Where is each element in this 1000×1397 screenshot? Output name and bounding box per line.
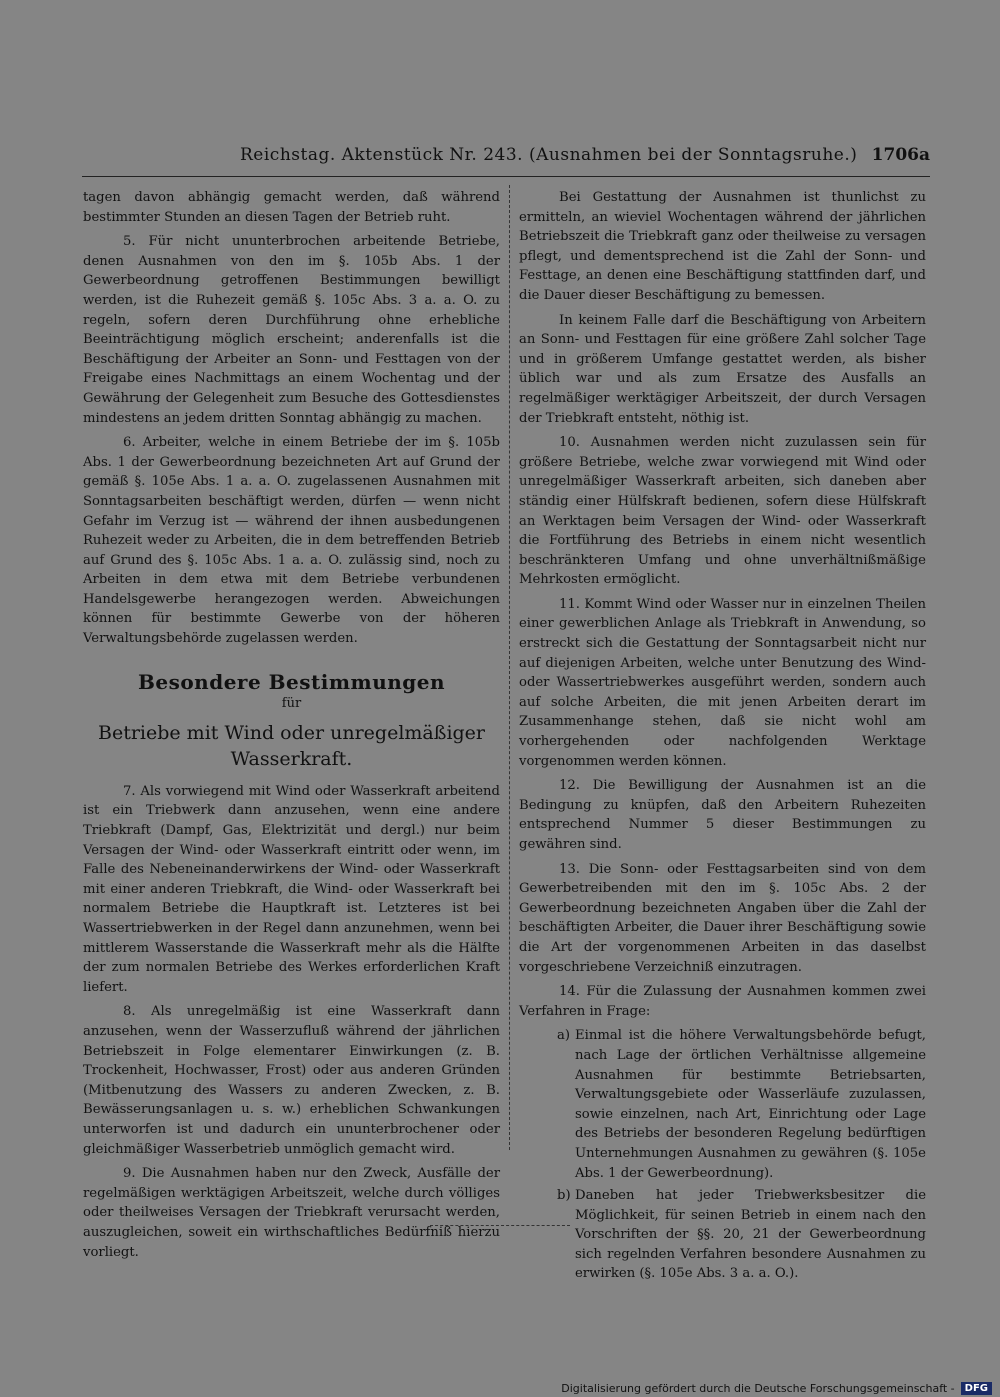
paragraph-8: 8. Als unregelmäßig ist eine Wasserkraft dann anzusehen, wenn der Wasserzufluß während der jährlichen Betriebszeit in Folge elementarer Einwirkungen (z. B. Trockenheit, Hochwasser, Frost) oder aus anderen Gründen (Mitbenutzung des Wassers zu anderen Zwecken, z. B. Bewässerungsanlagen u. s. w.) erheblichen Schwankungen unterworfen ist und dadurch ein ununterbrochener oder gleichmäßiger Wasserbetrieb unmöglich gemacht wird.	[83, 1004, 500, 1157]
paragraph-13: 13. Die Sonn- oder Festtagsarbeiten sind von dem Gewerbetreibenden mit den im §. 105c Abs. 2 der Gewerbeordnung bezeichneten Angaben über die Zahl der beschäftigten Arbeiter, die Dauer ihrer Beschäftigung sowie die Art der vorgenommenen Arbeiten in das daselbst vorgeschriebene Verzeichniß einzutragen.	[519, 861, 926, 975]
column-divider	[509, 185, 510, 1150]
list-item-b-text: Daneben hat jeder Triebwerksbesitzer die Möglichkeit, für seinen Betrieb in einem nach den Vorschriften der §§. 20, 21 der Gewerbeordnung sich regelnden Verfahren besondere Ausnahmen zu erwirken (§. 105e Abs. 3 a. a. O.).	[575, 1188, 926, 1282]
procedure-list	[519, 1026, 926, 1284]
left-column	[83, 188, 500, 1267]
header-rule	[82, 176, 930, 177]
paragraph-continued: tagen davon abhängig gemacht werden, daß während bestimmter Stunden an diesen Tagen der Betrieb ruht.	[83, 190, 500, 225]
paragraph-continued-right: Bei Gestattung der Ausnahmen ist thunlichst zu ermitteln, an wieviel Wochentagen während der jährlichen Betriebszeit die Triebkraft ganz oder theilweise zu versagen pflegt, und dementsprechend ist die Zahl der Sonn- und Festtage, an denen eine Beschäftigung stattfinden darf, und die Dauer dieser Beschäftigung zu bemessen.	[519, 190, 926, 303]
list-marker-a: a)	[557, 1028, 571, 1044]
right-column	[519, 188, 926, 1289]
end-rule	[430, 1225, 570, 1226]
paragraph-14: 14. Für die Zulassung der Ausnahmen kommen zwei Verfahren in Frage:	[519, 984, 926, 1019]
digitization-footer	[561, 1382, 992, 1395]
footer-text: Digitalisierung gefördert durch die Deutsche Forschungsgemeinschaft -	[561, 1382, 955, 1395]
paragraph-keinem-falle: In keinem Falle darf die Beschäftigung von Arbeitern an Sonn- und Festtagen für eine größere Zahl solcher Tage und in größerem Umfange gestattet werden, als bisher üblich war und als zum Ersatze des Ausfalls an regelmäßiger werktägiger Arbeitszeit, der durch Versagen der Triebkraft entsteht, nöthig ist.	[519, 312, 926, 426]
paragraph-9: 9. Die Ausnahmen haben nur den Zweck, Ausfälle der regelmäßigen werktägigen Arbeitszeit, welche durch völliges oder theilweises Versagen der Triebkraft verursacht werden, auszugleichen, soweit ein wirthschaftliches Bedürfniß hierzu vorliegt.	[83, 1166, 500, 1260]
section-subheading-fuer: für	[281, 696, 302, 712]
paragraph-12: 12. Die Bewilligung der Ausnahmen ist an die Bedingung zu knüpfen, daß den Arbeitern Ruhezeiten entsprechend Nummer 5 dieser Bestimmungen zu gewähren sind.	[519, 778, 926, 852]
running-header	[240, 145, 930, 171]
list-item-b	[519, 1186, 926, 1284]
paragraph-6: 6. Arbeiter, welche in einem Betriebe der im §. 105b Abs. 1 der Gewerbeordnung bezeichneten Art auf Grund der gemäß §. 105e Abs. 1 a. a. O. zugelassenen Ausnahmen mit Sonntagsarbeiten beschäftigt werden, dürfen — wenn nicht Gefahr im Verzug ist — während der ihnen ausbedungenen Ruhezeit weder zu Arbeiten, die in dem betreffenden Betrieb auf Grund des §. 105c Abs. 1 a. a. O. zulässig sind, noch zu Arbeiten in dem etwa mit dem Betriebe verbundenen Handelsgewerbe herangezogen werden. Abweichungen können für bestimmte Gewerbe von der höheren Verwaltungsbehörde zugelassen werden.	[83, 435, 500, 647]
list-item-a	[519, 1026, 926, 1183]
section-heading: Besondere Bestimmungen	[137, 669, 446, 694]
section-subheading: Betriebe mit Wind oder unregelmäßiger Wasserkraft.	[97, 721, 486, 770]
paragraph-7: 7. Als vorwiegend mit Wind oder Wasserkraft arbeitend ist ein Triebwerk dann anzusehen, wenn eine andere Triebkraft (Dampf, Gas, Elektrizität und dergl.) nur beim Versagen der Wind- oder Wasserkraft eintritt oder wenn, im Falle des Nebeneinanderwirkens der Wind- oder Wasserkraft mit einer anderen Triebkraft, die Wind- oder Wasserkraft bei normalem Betriebe die Hauptkraft ist. Letzteres ist bei Wassertriebwerken in der Regel dann anzunehmen, wenn bei mittlerem Wasserstande die Wasserkraft mehr als die Hälfte der zum normalen Betriebe des Werkes erforderlichen Kraft liefert.	[83, 783, 500, 995]
paragraph-5: 5. Für nicht ununterbrochen arbeitende Betriebe, denen Ausnahmen von den im §. 105b Abs. 1 der Gewerbeordnung getroffenen Bestimmungen bewilligt werden, ist die Ruhezeit gemäß §. 105c Abs. 3 a. a. O. zu regeln, sofern deren Durchführung ohne erhebliche Beeinträchtigung möglich erscheint; anderenfalls ist die Beschäftigung der Arbeiter an Sonn- und Festtagen von der Freigabe eines Nachmittags an einem Wochentag und der Gewährung der Gelegenheit zum Besuche des Gottesdienstes mindestens an jedem dritten Sonntag abhängig zu machen.	[83, 234, 500, 426]
list-marker-b: b)	[557, 1188, 571, 1204]
dfg-logo: DFG	[961, 1382, 992, 1395]
list-item-a-text: Einmal ist die höhere Verwaltungsbehörde befugt, nach Lage der örtlichen Verhältnisse allgemeine Ausnahmen für bestimmte Betriebsarten, Verwaltungsgebiete oder Wasserläufe zuzulassen, sowie einzelnen, nach Art, Einrichtung oder Lage des Betriebs der besonderen Regelung bedürftigen Unternehmungen Ausnahmen zu gewähren (§. 105e Abs. 1 der Gewerbeordnung).	[575, 1028, 926, 1181]
paragraph-10: 10. Ausnahmen werden nicht zuzulassen sein für größere Betriebe, welche zwar vorwiegend mit Wind oder unregelmäßiger Wasserkraft arbeiten, sich daneben aber ständig einer Hülfskraft bedienen, sofern diese Hülfskraft an Werktagen beim Versagen der Wind- oder Wasserkraft die Fortführung des Betriebs in einem nicht wesentlich beschränkteren Umfang und ohne unverhältnißmäßige Mehrkosten ermöglicht.	[519, 435, 926, 588]
page-number: 1706a	[871, 145, 930, 165]
header-title: Reichstag. Aktenstück Nr. 243. (Ausnahmen bei der Sonntagsruhe.)	[240, 145, 858, 165]
paragraph-11: 11. Kommt Wind oder Wasser nur in einzelnen Theilen einer gewerblichen Anlage als Triebkraft in Anwendung, so erstreckt sich die Gestattung der Sonntagsarbeit nicht nur auf diejenigen Arbeiten, welche unter Benutzung des Wind- oder Wassertriebwerkes ausgeführt werden, sondern auch auf solche Arbeiten, die mit jenen Arbeiten derart im Zusammenhange stehen, daß sie nicht wohl am vorhergehenden oder nachfolgenden Werktage vorgenommen werden können.	[519, 596, 926, 769]
